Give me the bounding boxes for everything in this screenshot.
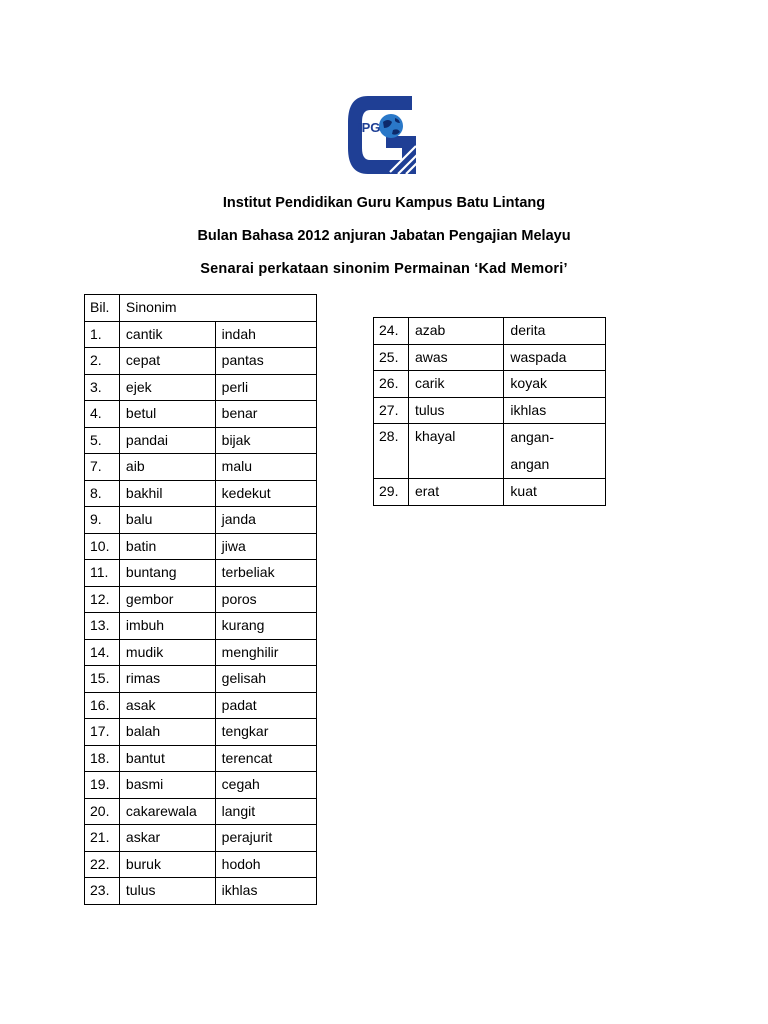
synonym: hodoh: [215, 851, 316, 878]
row-number: 3.: [85, 374, 120, 401]
table-row: [85, 507, 317, 534]
synonym: kuat: [504, 479, 606, 506]
row-number: 28.: [374, 424, 409, 479]
ipg-logo: [346, 92, 418, 176]
table-row: [374, 318, 606, 345]
synonym: langit: [215, 798, 316, 825]
synonym: perajurit: [215, 825, 316, 852]
row-number: 24.: [374, 318, 409, 345]
row-number: 25.: [374, 344, 409, 371]
synonym: terencat: [215, 745, 316, 772]
word: aib: [119, 454, 215, 481]
table-row: [374, 371, 606, 398]
table-row: [85, 586, 317, 613]
word: bantut: [119, 745, 215, 772]
word: carik: [408, 371, 503, 398]
row-number: 29.: [374, 479, 409, 506]
list-title: Senarai perkataan sinonim Permainan ‘Kad Memori’: [200, 261, 568, 277]
synonym: kurang: [215, 613, 316, 640]
table-row: [85, 560, 317, 587]
row-number: 27.: [374, 397, 409, 424]
word: cantik: [119, 321, 215, 348]
synonym: padat: [215, 692, 316, 719]
table-row: [85, 878, 317, 905]
word: basmi: [119, 772, 215, 799]
synonym: gelisah: [215, 666, 316, 693]
synonym: derita: [504, 318, 606, 345]
synonym: koyak: [504, 371, 606, 398]
word: awas: [408, 344, 503, 371]
table-row: [85, 454, 317, 481]
word: betul: [119, 401, 215, 428]
synonym-table-left: [84, 294, 317, 905]
synonym: benar: [215, 401, 316, 428]
synonym: jiwa: [215, 533, 316, 560]
synonym: janda: [215, 507, 316, 534]
word: erat: [408, 479, 503, 506]
word: balah: [119, 719, 215, 746]
table-row: [85, 666, 317, 693]
row-number: 21.: [85, 825, 120, 852]
table-row: [85, 533, 317, 560]
synonym: cegah: [215, 772, 316, 799]
synonym: tengkar: [215, 719, 316, 746]
word: rimas: [119, 666, 215, 693]
word: pandai: [119, 427, 215, 454]
word: cakarewala: [119, 798, 215, 825]
row-number: 5.: [85, 427, 120, 454]
table-row: [85, 374, 317, 401]
table-row: [85, 719, 317, 746]
synonym: malu: [215, 454, 316, 481]
table-row: [85, 613, 317, 640]
synonym: pantas: [215, 348, 316, 375]
row-number: 16.: [85, 692, 120, 719]
row-number: 4.: [85, 401, 120, 428]
table-row: [85, 798, 317, 825]
row-number: 8.: [85, 480, 120, 507]
word: asak: [119, 692, 215, 719]
row-number: 11.: [85, 560, 120, 587]
row-number: 22.: [85, 851, 120, 878]
synonym: ikhlas: [504, 397, 606, 424]
row-number: 15.: [85, 666, 120, 693]
synonym: terbeliak: [215, 560, 316, 587]
synonym: bijak: [215, 427, 316, 454]
row-number: 13.: [85, 613, 120, 640]
word: tulus: [119, 878, 215, 905]
synonym: angan- angan: [504, 424, 606, 479]
table-row: [85, 348, 317, 375]
table-row: [85, 427, 317, 454]
row-number: 19.: [85, 772, 120, 799]
word: buntang: [119, 560, 215, 587]
synonym: ikhlas: [215, 878, 316, 905]
table-row: [374, 397, 606, 424]
synonym: perli: [215, 374, 316, 401]
logo-text: iPG: [358, 120, 381, 135]
word: imbuh: [119, 613, 215, 640]
table-row: [85, 692, 317, 719]
synonym: kedekut: [215, 480, 316, 507]
row-number: 1.: [85, 321, 120, 348]
row-number: 23.: [85, 878, 120, 905]
table-header-row: [85, 295, 317, 322]
table-row: [85, 825, 317, 852]
row-number: 12.: [85, 586, 120, 613]
table-row: [85, 401, 317, 428]
table-row: [374, 424, 606, 479]
synonym: menghilir: [215, 639, 316, 666]
row-number: 18.: [85, 745, 120, 772]
table-row: [374, 479, 606, 506]
row-number: 20.: [85, 798, 120, 825]
word: cepat: [119, 348, 215, 375]
event-heading: Bulan Bahasa 2012 anjuran Jabatan Pengajian Melayu: [197, 228, 571, 244]
header-synonym: Sinonim: [119, 295, 316, 322]
row-number: 17.: [85, 719, 120, 746]
synonym: waspada: [504, 344, 606, 371]
word: gembor: [119, 586, 215, 613]
word: khayal: [408, 424, 503, 479]
synonym-table-right: [373, 317, 606, 506]
word: balu: [119, 507, 215, 534]
word: tulus: [408, 397, 503, 424]
synonym: indah: [215, 321, 316, 348]
table-row: [85, 639, 317, 666]
word: batin: [119, 533, 215, 560]
table-row: [85, 851, 317, 878]
row-number: 26.: [374, 371, 409, 398]
header-no: Bil.: [85, 295, 120, 322]
word: azab: [408, 318, 503, 345]
row-number: 14.: [85, 639, 120, 666]
row-number: 7.: [85, 454, 120, 481]
institute-heading: Institut Pendidikan Guru Kampus Batu Lintang: [222, 195, 546, 211]
row-number: 9.: [85, 507, 120, 534]
synonym: poros: [215, 586, 316, 613]
word: askar: [119, 825, 215, 852]
row-number: 2.: [85, 348, 120, 375]
table-row: [85, 745, 317, 772]
word: ejek: [119, 374, 215, 401]
word: bakhil: [119, 480, 215, 507]
word: mudik: [119, 639, 215, 666]
table-row: [85, 772, 317, 799]
row-number: 10.: [85, 533, 120, 560]
table-row: [85, 480, 317, 507]
table-row: [374, 344, 606, 371]
word: buruk: [119, 851, 215, 878]
table-row: [85, 321, 317, 348]
